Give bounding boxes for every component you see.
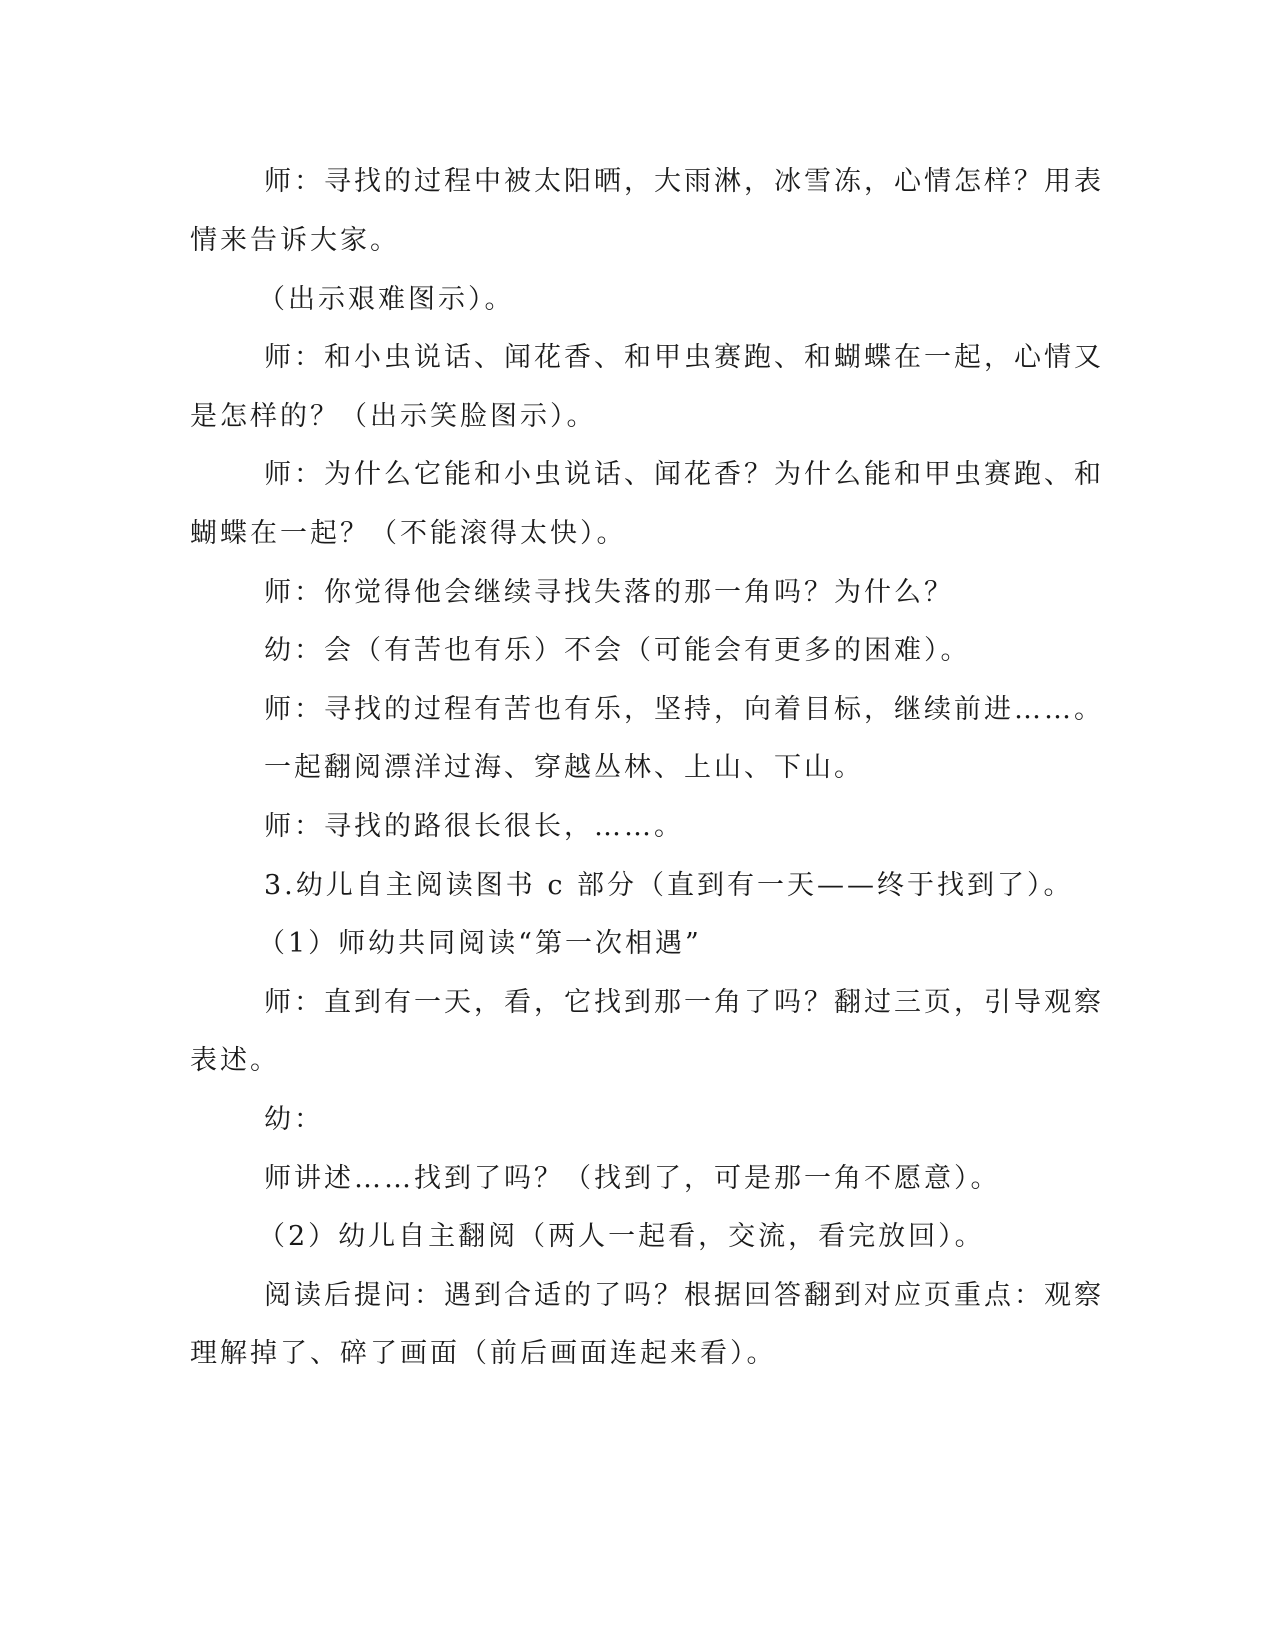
paragraph-3-line-2: 是怎样的？（出示笑脸图示）。	[190, 401, 597, 432]
paragraph-5: 师：你觉得他会继续寻找失落的那一角吗？为什么？	[264, 577, 954, 608]
paragraph-10-section-heading: 3.幼儿自主阅读图书 c 部分（直到有一天——终于找到了）。	[264, 870, 1074, 901]
paragraph-1-line-1: 师：寻找的过程中被太阳晒，大雨淋，冰雪冻，心情怎样？用表	[264, 166, 1104, 197]
paragraph-15: （2）幼儿自主翻阅（两人一起看，交流，看完放回）。	[258, 1221, 985, 1252]
paragraph-7: 师：寻找的过程有苦也有乐，坚持，向着目标，继续前进……。	[264, 694, 1104, 725]
paragraph-8: 一起翻阅漂洋过海、穿越丛林、上山、下山。	[264, 752, 864, 783]
paragraph-12-line-2: 表述。	[190, 1045, 280, 1076]
paragraph-16-line-2: 理解掉了、碎了画面（前后画面连起来看）。	[190, 1338, 777, 1369]
paragraph-16-line-1: 阅读后提问：遇到合适的了吗？根据回答翻到对应页重点：观察	[264, 1280, 1104, 1311]
paragraph-13: 幼：	[264, 1104, 324, 1135]
paragraph-3-line-1: 师：和小虫说话、闻花香、和甲虫赛跑、和蝴蝶在一起，心情又	[264, 342, 1104, 373]
paragraph-9: 师：寻找的路很长很长，……。	[264, 811, 684, 842]
paragraph-14: 师讲述……找到了吗？（找到了，可是那一角不愿意）。	[264, 1163, 1001, 1194]
paragraph-2: （出示艰难图示）。	[258, 284, 515, 315]
paragraph-4-line-1: 师：为什么它能和小虫说话、闻花香？为什么能和甲虫赛跑、和	[264, 459, 1104, 490]
paragraph-1-line-2: 情来告诉大家。	[190, 225, 400, 256]
paragraph-11: （1）师幼共同阅读“第一次相遇”	[258, 928, 702, 959]
paragraph-4-line-2: 蝴蝶在一起？（不能滚得太快）。	[190, 518, 627, 549]
paragraph-12-line-1: 师：直到有一天，看，它找到那一角了吗？翻过三页，引导观察	[264, 987, 1104, 1018]
paragraph-6: 幼：会（有苦也有乐）不会（可能会有更多的困难）。	[264, 635, 971, 666]
